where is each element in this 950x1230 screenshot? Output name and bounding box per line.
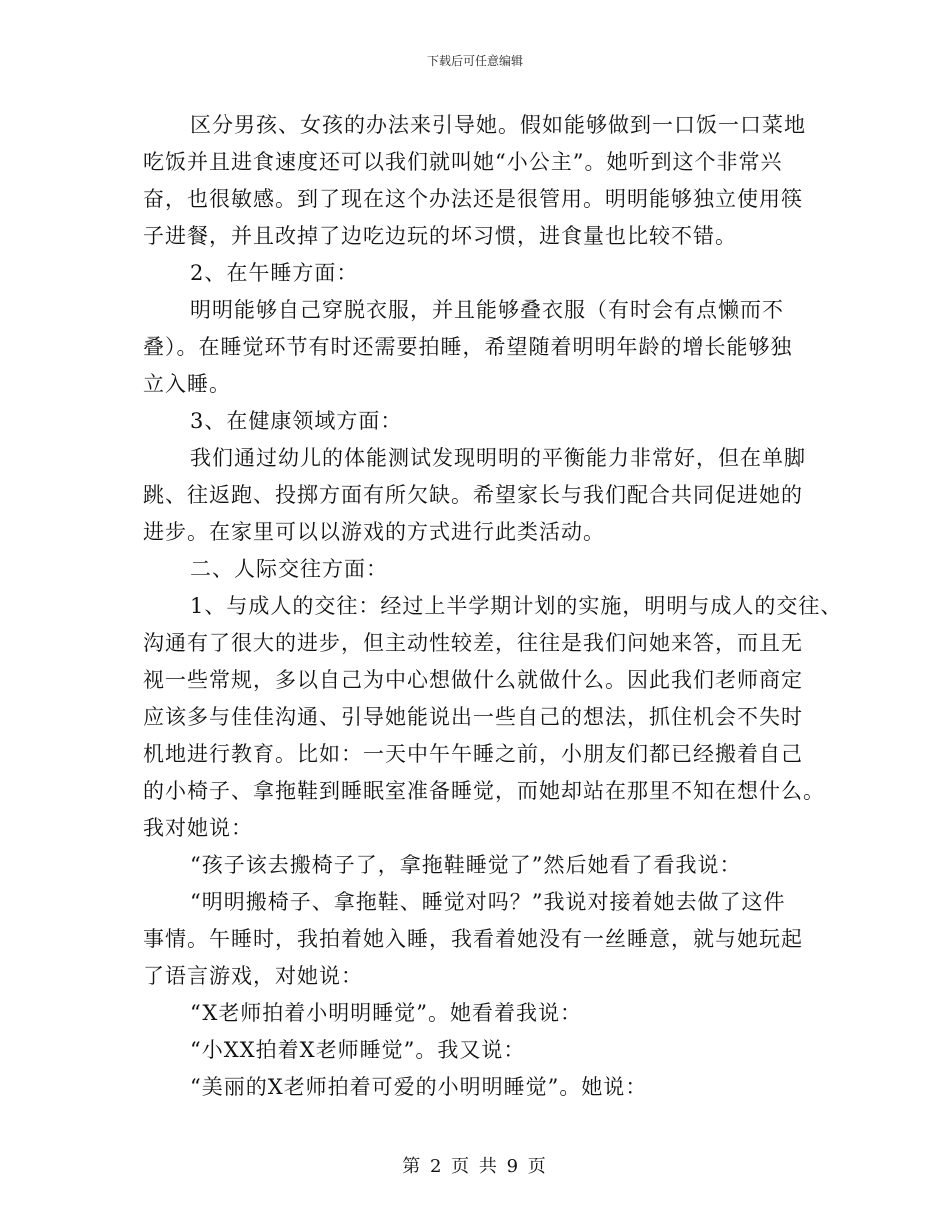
text-line: 视一些常规，多以自己为中心想做什么就做什么。因此我们老师商定 — [143, 668, 803, 692]
text-line: 跳、往返跑、投掷方面有所欠缺。希望家长与我们配合共同促进她的 — [143, 483, 803, 507]
text-line: 立入睡。 — [143, 372, 231, 396]
text-line: 明明能够自己穿脱衣服，并且能够叠衣服（有时会有点懒而不 — [190, 298, 784, 322]
text-line: 沟通有了很大的进步，但主动性较差，往往是我们问她来答，而且无 — [143, 631, 803, 655]
text-line: 我对她说： — [143, 816, 253, 840]
page-number: 第 2 页 共 9 页 — [402, 1156, 548, 1177]
text-line: “小XX拍着X老师睡觉”。我又说： — [190, 1038, 526, 1062]
text-line: 进步。在家里可以以游戏的方式进行此类活动。 — [143, 520, 605, 544]
section-heading: 3、在健康领域方面： — [190, 409, 403, 433]
text-line: “明明搬椅子、拿拖鞋、睡觉对吗？”我说对接着她去做了这件 — [190, 890, 786, 914]
text-line: 吃饭并且进食速度还可以我们就叫她“小公主”。她听到这个非常兴 — [143, 150, 783, 174]
text-line: 1、与成人的交往：经过上半学期计划的实施，明明与成人的交往、 — [190, 594, 843, 618]
text-line: 叠）。在睡觉环节有时还需要拍睡，希望随着明明年龄的增长能够独 — [143, 335, 793, 359]
text-line: 我们通过幼儿的体能测试发现明明的平衡能力非常好，但在单脚 — [190, 446, 806, 470]
section-heading: 2、在午睡方面： — [190, 261, 359, 285]
text-line: “孩子该去搬椅子了，拿拖鞋睡觉了”然后她看了看我说： — [190, 853, 742, 877]
text-line: 子进餐，并且改掉了边吃边玩的坏习惯，进食量也比较不错。 — [143, 224, 737, 248]
text-line: 的小椅子、拿拖鞋到睡眠室准备睡觉，而她却站在那里不知在想什么。 — [143, 779, 825, 803]
text-line: 事情。午睡时，我拍着她入睡，我看着她没有一丝睡意，就与她玩起 — [143, 927, 803, 951]
text-line: “X老师拍着小明明睡觉”。她看着我说： — [190, 1001, 583, 1025]
section-heading: 二、人际交往方面： — [190, 557, 388, 581]
text-line: 区分男孩、女孩的办法来引导她。假如能够做到一口饭一口菜地 — [190, 113, 806, 137]
page-header: 下载后可任意编辑 — [426, 54, 523, 68]
text-line: 奋，也很敏感。到了现在这个办法还是很管用。明明能够独立使用筷 — [143, 187, 803, 211]
text-line: 应该多与佳佳沟通、引导她能说出一些自己的想法，抓住机会不失时 — [143, 705, 803, 729]
text-line: 了语言游戏，对她说： — [143, 964, 363, 988]
text-line: 机地进行教育。比如：一天中午午睡之前，小朋友们都已经搬着自己 — [143, 742, 803, 766]
text-line: “美丽的X老师拍着可爱的小明明睡觉”。她说： — [190, 1075, 648, 1099]
